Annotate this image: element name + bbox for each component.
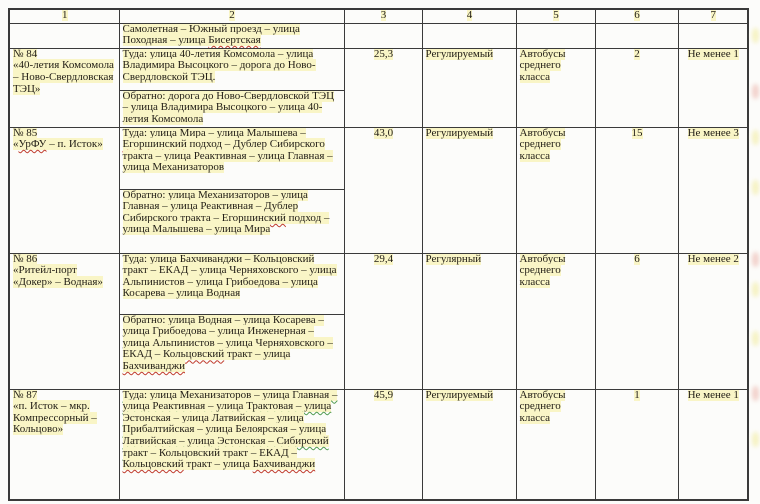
tariff-type: Регулируемый — [425, 48, 494, 60]
route-name-cell — [9, 253, 119, 389]
min-vehicles-cell — [678, 127, 748, 253]
tariff-type-cell — [422, 127, 516, 253]
route-length: 25,3 — [373, 48, 394, 60]
vehicle-count: 6 — [634, 253, 640, 265]
min-vehicles-cell — [678, 48, 748, 127]
vehicle-class: Автобусы среднего класса — [519, 253, 566, 288]
route-name-cell-empty — [9, 23, 119, 48]
vehicle-count-cell — [595, 48, 678, 127]
vehicle-class: Автобусы среднего класса — [519, 48, 566, 83]
empty-cell — [344, 23, 422, 48]
table-row — [9, 253, 748, 314]
table-row — [9, 127, 748, 189]
column-header-label: 7 — [710, 9, 716, 21]
vehicle-count: 15 — [631, 127, 643, 139]
vehicle-count-cell — [595, 389, 678, 500]
column-header-3 — [344, 9, 422, 23]
route-length-cell — [344, 389, 422, 500]
column-header-label: 2 — [229, 9, 235, 21]
vehicle-count-cell — [595, 127, 678, 253]
route-number: № 86 — [13, 253, 38, 265]
route-name-cell — [9, 389, 119, 500]
route-name: «УрФУ – п. Исток» — [13, 138, 103, 151]
tariff-type-cell — [422, 389, 516, 500]
column-header-6 — [595, 9, 678, 23]
column-header-label: 1 — [62, 9, 68, 21]
column-header-label: 3 — [380, 9, 387, 21]
empty-cell — [516, 23, 595, 48]
column-header-5 — [516, 9, 595, 23]
column-header-label: 4 — [466, 9, 473, 21]
route-number: № 84 — [13, 48, 38, 60]
route-path-continuation-cell: Самолетная – Южный проезд – улица Походная – улица Бисертская — [119, 23, 344, 48]
route-backward-cell: Обратно: улица Водная – улица Косарева – улица Грибоедова – улица Инженерная – улица Альпинистов – улица Черняховского –ЕКАД – Кольцовский тракт – улица Бахчиванджи — [119, 314, 344, 389]
min-vehicles-cell — [678, 389, 748, 500]
tariff-type-cell — [422, 253, 516, 389]
empty-cell — [678, 23, 748, 48]
tariff-type-cell — [422, 48, 516, 127]
empty-cell — [595, 23, 678, 48]
vehicle-class-cell — [516, 48, 595, 127]
route-name: «Ритейл-порт «Докер» – Водная» — [13, 264, 103, 288]
vehicle-count-cell — [595, 253, 678, 389]
min-vehicles: Не менее 1 — [687, 389, 739, 401]
column-header-label: 5 — [553, 9, 559, 21]
vehicle-class-cell — [516, 127, 595, 253]
route-forward-cell: Туда: улица Механизаторов – улица Главная – улица Реактивная – улица Трактовая – улица Эстонская – улица Латвийская – улица Прибалтийская – улица Белоярская – улица Латвийская – улица Эстонская – Сибирский тракт – Кольцовский тракт – ЕКАД – Кольцовский тракт – улица Бахчиванджи — [119, 389, 344, 500]
column-header-1 — [9, 9, 119, 23]
column-header-7 — [678, 9, 748, 23]
column-header-2 — [119, 9, 344, 23]
route-forward-cell: Туда: улица 40-летия Комсомола – улица Владимира Высоцкого – дорога до Ново-Свердловской ТЭЦ. — [119, 48, 344, 90]
route-forward-cell: Туда: улица Мира – улица Малышева – Егоршинский подход – Дублер Сибирского тракта – улица Реактивная – улица Главная – улица Механизаторов — [119, 127, 344, 189]
tariff-type: Регулярный — [425, 253, 482, 265]
route-backward-cell: Обратно: дорога до Ново-Свердловской ТЭЦ – улица Владимира Высоцкого – улица 40-летия Комсомола — [119, 90, 344, 127]
route-length: 43,0 — [373, 127, 394, 139]
route-name: «п. Исток – мкр. Компрессорный – Кольцово» — [13, 400, 97, 436]
route-name: «40-летия Комсомола – Ново-Свердловская ТЭЦ» — [13, 59, 114, 95]
vehicle-class: Автобусы среднего класса — [519, 389, 566, 424]
route-length: 45,9 — [373, 389, 394, 401]
vehicle-class-cell — [516, 389, 595, 500]
table-row — [9, 389, 748, 500]
table-row — [9, 48, 748, 90]
routes-table — [8, 8, 749, 501]
route-length-cell — [344, 48, 422, 127]
route-backward-cell: Обратно: улица Механизаторов – улица Главная – улица Реактивная – Дублер Сибирского тракта – Егоршинский подход – улица Малышева – улица Мира — [119, 189, 344, 253]
empty-cell — [422, 23, 516, 48]
route-forward-cell: Туда: улица Бахчиванджи – Кольцовский тракт – ЕКАД – улица Черняховского – улица Альпинистов – улица Грибоедова – улица Косарева – улица Водная — [119, 253, 344, 314]
min-vehicles: Не менее 2 — [687, 253, 739, 265]
min-vehicles-cell — [678, 253, 748, 389]
route-name-cell — [9, 48, 119, 127]
min-vehicles: Не менее 3 — [687, 127, 739, 139]
tariff-type: Регулируемый — [425, 389, 494, 401]
route-number: № 87 — [13, 389, 38, 401]
route-length-cell — [344, 253, 422, 389]
vehicle-count: 1 — [634, 389, 640, 401]
vehicle-class-cell — [516, 253, 595, 389]
table-row — [9, 23, 748, 48]
vehicle-count: 2 — [634, 48, 640, 60]
vehicle-class: Автобусы среднего класса — [519, 127, 566, 162]
route-length: 29,4 — [373, 253, 394, 265]
column-header-4 — [422, 9, 516, 23]
route-length-cell — [344, 127, 422, 253]
column-header-label: 6 — [634, 9, 640, 21]
route-number: № 85 — [13, 127, 38, 139]
route-name-cell — [9, 127, 119, 253]
min-vehicles: Не менее 1 — [687, 48, 739, 60]
tariff-type: Регулируемый — [425, 127, 494, 139]
